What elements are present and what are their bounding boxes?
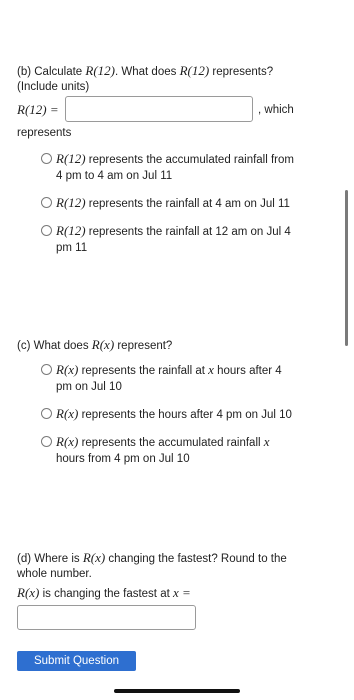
radio-button[interactable] [41,197,52,208]
radio-button[interactable] [41,225,52,236]
radio-button[interactable] [41,153,52,164]
b-option-accumulated[interactable] [41,151,294,184]
represents-label: represents [17,127,72,139]
option-text: R(12) represents the rainfall at 4 am on Jul 11 [56,195,290,210]
option-text: R(x) represents the rainfall at x hours after 4 pm on Jul 10 [56,362,282,393]
option-text: R(12) represents the rainfall at 12 am on Jul 4 pm 11 [56,223,291,254]
part-d-question: (d) Where is R(x) changing the fastest? Round to the [17,550,287,565]
part-c-question: (c) What does R(x) represent? [17,337,173,352]
option-text: R(x) represents the hours after 4 pm on Jul 10 [56,406,292,421]
option-text: R(12) represents the accumulated rainfall from 4 pm to 4 am on Jul 11 [56,151,294,182]
b-option-rainfall-12am[interactable] [41,223,291,256]
b-option-rainfall-4am[interactable] [41,195,290,212]
home-indicator [114,689,240,693]
r12-answer-input[interactable] [65,96,253,122]
part-d-question-line2: whole number. [17,568,92,580]
part-b-question: (b) Calculate R(12). What does R(12) represents? [17,63,274,78]
fastest-x-input[interactable] [17,605,196,630]
scrollbar[interactable] [345,190,348,346]
answer-lhs-r12: R(12) = [17,102,59,117]
radio-button[interactable] [41,364,52,375]
radio-button[interactable] [41,436,52,447]
units-note: (Include units) [17,81,90,93]
c-option-rainfall-at-x[interactable] [41,362,282,395]
option-text: R(x) represents the accumulated rainfall x hours from 4 pm on Jul 10 [56,434,270,465]
after-input-text: , which [258,104,294,116]
submit-question-button[interactable]: Submit Question [17,651,136,671]
radio-button[interactable] [41,408,52,419]
c-option-hours[interactable] [41,406,292,423]
part-d-answer-prompt: R(x) is changing the fastest at x = [17,585,191,600]
c-option-accumulated[interactable] [41,434,270,467]
